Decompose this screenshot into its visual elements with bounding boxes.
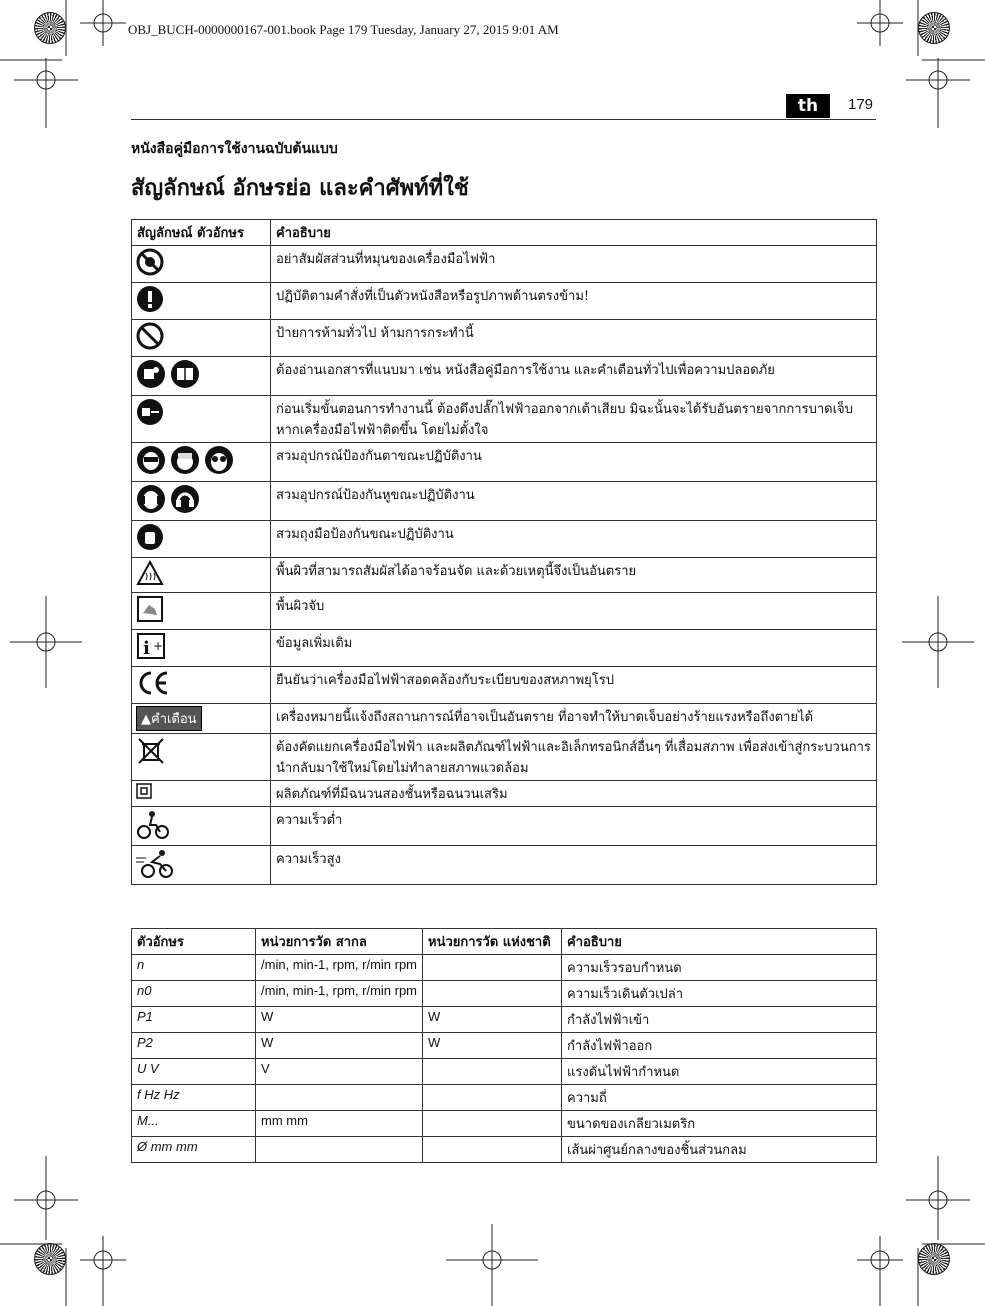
national-unit-cell <box>423 1059 562 1085</box>
table-row <box>132 558 877 593</box>
abbreviations-table <box>131 928 877 1163</box>
symbol-cell <box>132 482 271 521</box>
description-cell: ความเร็วเดินตัวเปล่า <box>562 981 877 1007</box>
symbol-cell <box>132 521 271 558</box>
language-badge: th <box>786 94 830 118</box>
description-cell: ก่อนเริ่มขั้นตอนการทำงานนี้ ต้องดึงปลั๊กไฟฟ้าออกจากเต้าเสียบ มิฉะนั้นจะได้รับอันตรายจากการบาดเจ็บหากเครื่องมือไฟฟ้าติดขึ้น โดยไม่ตั้งใจ <box>271 396 877 443</box>
helmet-icon <box>170 445 200 479</box>
table-row <box>132 1033 877 1059</box>
symbol-cell: n <box>132 955 256 981</box>
fast-cyclist-icon <box>136 848 176 882</box>
table-row <box>132 357 877 396</box>
table-row <box>132 981 877 1007</box>
table-row <box>132 521 877 558</box>
ce-mark-icon <box>136 669 170 701</box>
symbol-cell: n0 <box>132 981 256 1007</box>
table-row <box>132 955 877 981</box>
table-row <box>132 320 877 357</box>
symbol-cell: P1 <box>132 1007 256 1033</box>
description-cell: สวมอุปกรณ์ป้องกันตาขณะปฏิบัติงาน <box>271 443 877 482</box>
description-cell: ขนาดของเกลียวเมตริก <box>562 1111 877 1137</box>
grip-surface-icon <box>136 595 164 627</box>
symbol-cell <box>132 320 271 357</box>
table-row <box>132 396 877 443</box>
symbol-cell <box>132 734 271 781</box>
symbol-cell: P2 <box>132 1033 256 1059</box>
warning-badge-icon: ▲คำเตือน <box>136 706 202 731</box>
exclamation-icon <box>136 285 164 317</box>
gloves-icon <box>136 523 164 555</box>
table-row <box>132 734 877 781</box>
symbol-cell: f Hz Hz <box>132 1085 256 1111</box>
description-cell: พื้นผิวที่สามารถสัมผัสได้อาจร้อนจัด และด้วยเหตุนี้จึงเป็นอันตราย <box>271 558 877 593</box>
intl-unit-cell <box>256 1085 423 1111</box>
symbol-cell <box>132 357 271 396</box>
symbol-cell <box>132 781 271 807</box>
symbol-cell <box>132 807 271 846</box>
column-header: หน่วยการวัด แห่งชาติ <box>423 929 562 955</box>
symbols-table <box>131 219 877 885</box>
symbol-cell <box>132 283 271 320</box>
table-row <box>132 1059 877 1085</box>
description-cell: ความถี่ <box>562 1085 877 1111</box>
table-header-row <box>132 929 877 955</box>
description-cell: เครื่องหมายนี้แจ้งถึงสถานการณ์ที่อาจเป็นอันตราย ที่อาจทำให้บาดเจ็บอย่างร้ายแรงหรือถึงตายได้ <box>271 704 877 734</box>
description-cell: สวมอุปกรณ์ป้องกันหูขณะปฏิบัติงาน <box>271 482 877 521</box>
table-row <box>132 781 877 807</box>
face-shield-icon <box>136 445 166 479</box>
description-cell: กำลังไฟฟ้าเข้า <box>562 1007 877 1033</box>
ear-muff-icon <box>170 484 200 518</box>
description-cell: ข้อมูลเพิ่มเติม <box>271 630 877 667</box>
double-insulation-icon <box>136 783 152 803</box>
ear-protection-icon <box>136 484 166 518</box>
book-icon <box>170 359 200 393</box>
symbol-cell <box>132 396 271 443</box>
unplug-icon <box>136 398 164 430</box>
table-row <box>132 482 877 521</box>
national-unit-cell <box>423 981 562 1007</box>
description-cell: แรงดันไฟฟ้ากำหนด <box>562 1059 877 1085</box>
description-cell: สวมถุงมือป้องกันขณะปฏิบัติงาน <box>271 521 877 558</box>
symbol-cell: Ø mm mm <box>132 1137 256 1163</box>
table-row <box>132 846 877 885</box>
symbol-cell <box>132 558 271 593</box>
svg-text:i: i <box>143 638 150 659</box>
read-manual-icon <box>136 359 166 393</box>
description-cell: ความเร็วสูง <box>271 846 877 885</box>
national-unit-cell <box>423 1111 562 1137</box>
intl-unit-cell: /min, min-1, rpm, r/min rpm <box>256 955 423 981</box>
intl-unit-cell: /min, min-1, rpm, r/min rpm <box>256 981 423 1007</box>
intl-unit-cell: W <box>256 1007 423 1033</box>
table-row <box>132 283 877 320</box>
description-cell: พื้นผิวจับ <box>271 593 877 630</box>
table-row <box>132 1007 877 1033</box>
national-unit-cell: W <box>423 1007 562 1033</box>
intl-unit-cell: W <box>256 1033 423 1059</box>
description-cell: ยืนยันว่าเครื่องมือไฟฟ้าสอดคล้องกับระเบียบของสหภาพยุโรป <box>271 667 877 704</box>
table-row <box>132 704 877 734</box>
national-unit-cell: W <box>423 1033 562 1059</box>
national-unit-cell <box>423 1085 562 1111</box>
column-header: สัญลักษณ์ ตัวอักษร <box>132 220 271 246</box>
prohibition-icon <box>136 322 164 354</box>
description-cell: ป้ายการห้ามทั่วไป ห้ามการกระทำนี้ <box>271 320 877 357</box>
column-header: ตัวอักษร <box>132 929 256 955</box>
table-row <box>132 630 877 667</box>
svg-text:+: + <box>153 639 164 653</box>
symbol-cell <box>132 667 271 704</box>
table-row <box>132 807 877 846</box>
description-cell: ต้องคัดแยกเครื่องมือไฟฟ้า และผลิตภัณฑ์ไฟฟ้าและอิเล็กทรอนิกส์อื่นๆ ที่เสื่อมสภาพ เพื่อส่งเข้าสู่กระบวนการนำกลับมาใช้ใหม่โดยไม่ทำลายสภาพแวดล้อม <box>271 734 877 781</box>
table-row <box>132 1137 877 1163</box>
national-unit-cell <box>423 955 562 981</box>
table-row <box>132 443 877 482</box>
table-header-row <box>132 220 877 246</box>
goggles-icon <box>204 445 234 479</box>
description-cell: ผลิตภัณฑ์ที่มีฉนวนสองชั้นหรือฉนวนเสริม <box>271 781 877 807</box>
column-header: คำอธิบาย <box>271 220 877 246</box>
table-row <box>132 593 877 630</box>
intl-unit-cell: V <box>256 1059 423 1085</box>
description-cell: ความเร็วต่ำ <box>271 807 877 846</box>
description-cell: กำลังไฟฟ้าออก <box>562 1033 877 1059</box>
page-title: สัญลักษณ์ อักษรย่อ และคำศัพท์ที่ใช้ <box>131 175 469 201</box>
symbol-cell <box>132 593 271 630</box>
description-cell: อย่าสัมผัสส่วนที่หมุนของเครื่องมือไฟฟ้า <box>271 246 877 283</box>
table-row <box>132 1111 877 1137</box>
header-rule <box>131 119 876 120</box>
table-row <box>132 246 877 283</box>
description-cell: ปฏิบัติตามคำสั่งที่เป็นตัวหนังสือหรือรูปภาพด้านตรงข้าม! <box>271 283 877 320</box>
slow-cyclist-icon <box>136 809 170 843</box>
symbol-cell <box>132 630 271 667</box>
symbol-cell <box>132 704 271 734</box>
document-subtitle: หนังสือคู่มือการใช้งานฉบับต้นแบบ <box>131 141 338 157</box>
table-row <box>132 1085 877 1111</box>
column-header: คำอธิบาย <box>562 929 877 955</box>
column-header: หน่วยการวัด สากล <box>256 929 423 955</box>
symbol-cell: U V <box>132 1059 256 1085</box>
symbol-cell <box>132 846 271 885</box>
symbol-cell: M... <box>132 1111 256 1137</box>
table-row <box>132 667 877 704</box>
symbol-cell <box>132 246 271 283</box>
no-touch-icon <box>136 248 164 280</box>
intl-unit-cell: mm mm <box>256 1111 423 1137</box>
hot-surface-icon <box>136 560 164 590</box>
page-number: 179 <box>848 96 874 113</box>
weee-bin-icon <box>136 736 166 770</box>
national-unit-cell <box>423 1137 562 1163</box>
description-cell: เส้นผ่าศูนย์กลางของชิ้นส่วนกลม <box>562 1137 877 1163</box>
info-icon <box>136 632 166 664</box>
description-cell: ความเร็วรอบกำหนด <box>562 955 877 981</box>
symbol-cell <box>132 443 271 482</box>
description-cell: ต้องอ่านเอกสารที่แนบมา เช่น หนังสือคู่มือการใช้งาน และคำเตือนทั่วไปเพื่อความปลอดภัย <box>271 357 877 396</box>
intl-unit-cell <box>256 1137 423 1163</box>
file-info-line: OBJ_BUCH-0000000167-001.book Page 179 Tuesday, January 27, 2015 9:01 AM <box>128 22 559 37</box>
